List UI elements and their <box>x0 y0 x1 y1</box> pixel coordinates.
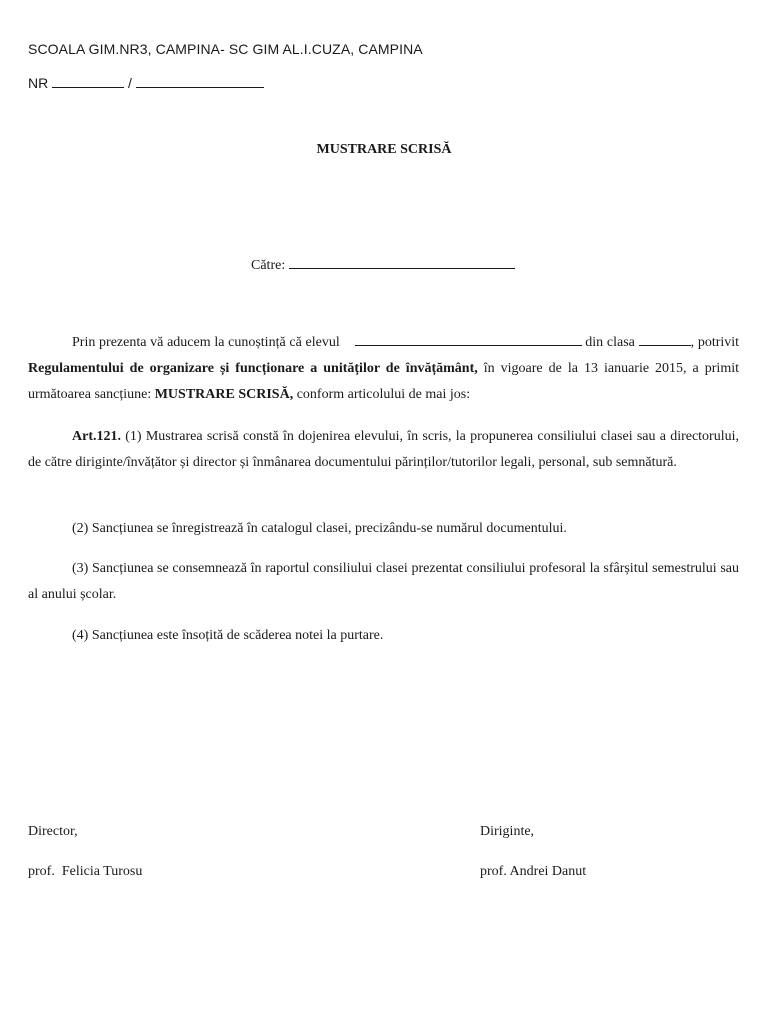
nr-label: NR <box>28 75 49 91</box>
document-title: MUSTRARE SCRISĂ <box>316 142 452 157</box>
regulation-rest: în vigoare de la 13 ianuarie 2015, a primit următoarea sancțiune: <box>28 361 739 402</box>
paragraph-3: (3) Sancțiunea se consemnează în raportul consiliului clasei prezentat consiliului profesoral la sfârșitul semestrului sau al anului școlar. <box>28 561 739 602</box>
paragraph-2: (2) Sancțiunea se înregistrează în catalogul clasei, precizându-se numărul documentului. <box>72 521 567 536</box>
potrivit-text: potrivit <box>697 335 740 350</box>
intro-text: Prin prezenta vă aducem la cunoștință că elevul <box>72 335 340 350</box>
recipient-line <box>251 256 515 274</box>
intro-end: conform articolului de mai jos: <box>296 387 471 402</box>
regulation-name: Regulamentului de organizare și funcționare a unităților de învățământ, <box>28 361 478 376</box>
school-name: SCOALA GIM.NR3, CAMPINA- SC GIM AL.I.CUZA, CAMPINA <box>28 41 423 57</box>
director-name: prof. Felicia Turosu <box>28 864 143 879</box>
intro-paragraph <box>28 330 739 408</box>
recipient-label: Către: <box>251 258 286 273</box>
sanction-name: MUSTRARE SCRISĂ, <box>154 387 294 402</box>
teacher-role: Diriginte, <box>480 824 535 839</box>
teacher-name: prof. Andrei Danut <box>480 864 587 879</box>
article-label: Art.121. <box>72 429 121 444</box>
paragraph-4: (4) Sancțiunea este însoțită de scăderea notei la purtare. <box>72 628 384 643</box>
class-comma: , <box>690 335 695 350</box>
student-blank <box>355 333 582 346</box>
article-text: (1) Mustrarea scrisă constă în dojenirea elevului, în scris, la propunerea consiliului clasei sau a directorului, de către diriginte/învățător și director și înmânarea documentului părinților/tutorilor legali, personal, sub semnătură. <box>28 429 740 470</box>
class-label: din clasa <box>585 335 635 350</box>
nr-blank <box>52 75 124 88</box>
nr-separator: / <box>128 75 132 91</box>
class-blank <box>639 333 691 346</box>
date-blank <box>136 75 264 88</box>
director-role: Director, <box>28 824 78 839</box>
article-paragraph <box>28 424 739 476</box>
registration-number <box>28 75 264 91</box>
recipient-blank <box>289 256 515 269</box>
